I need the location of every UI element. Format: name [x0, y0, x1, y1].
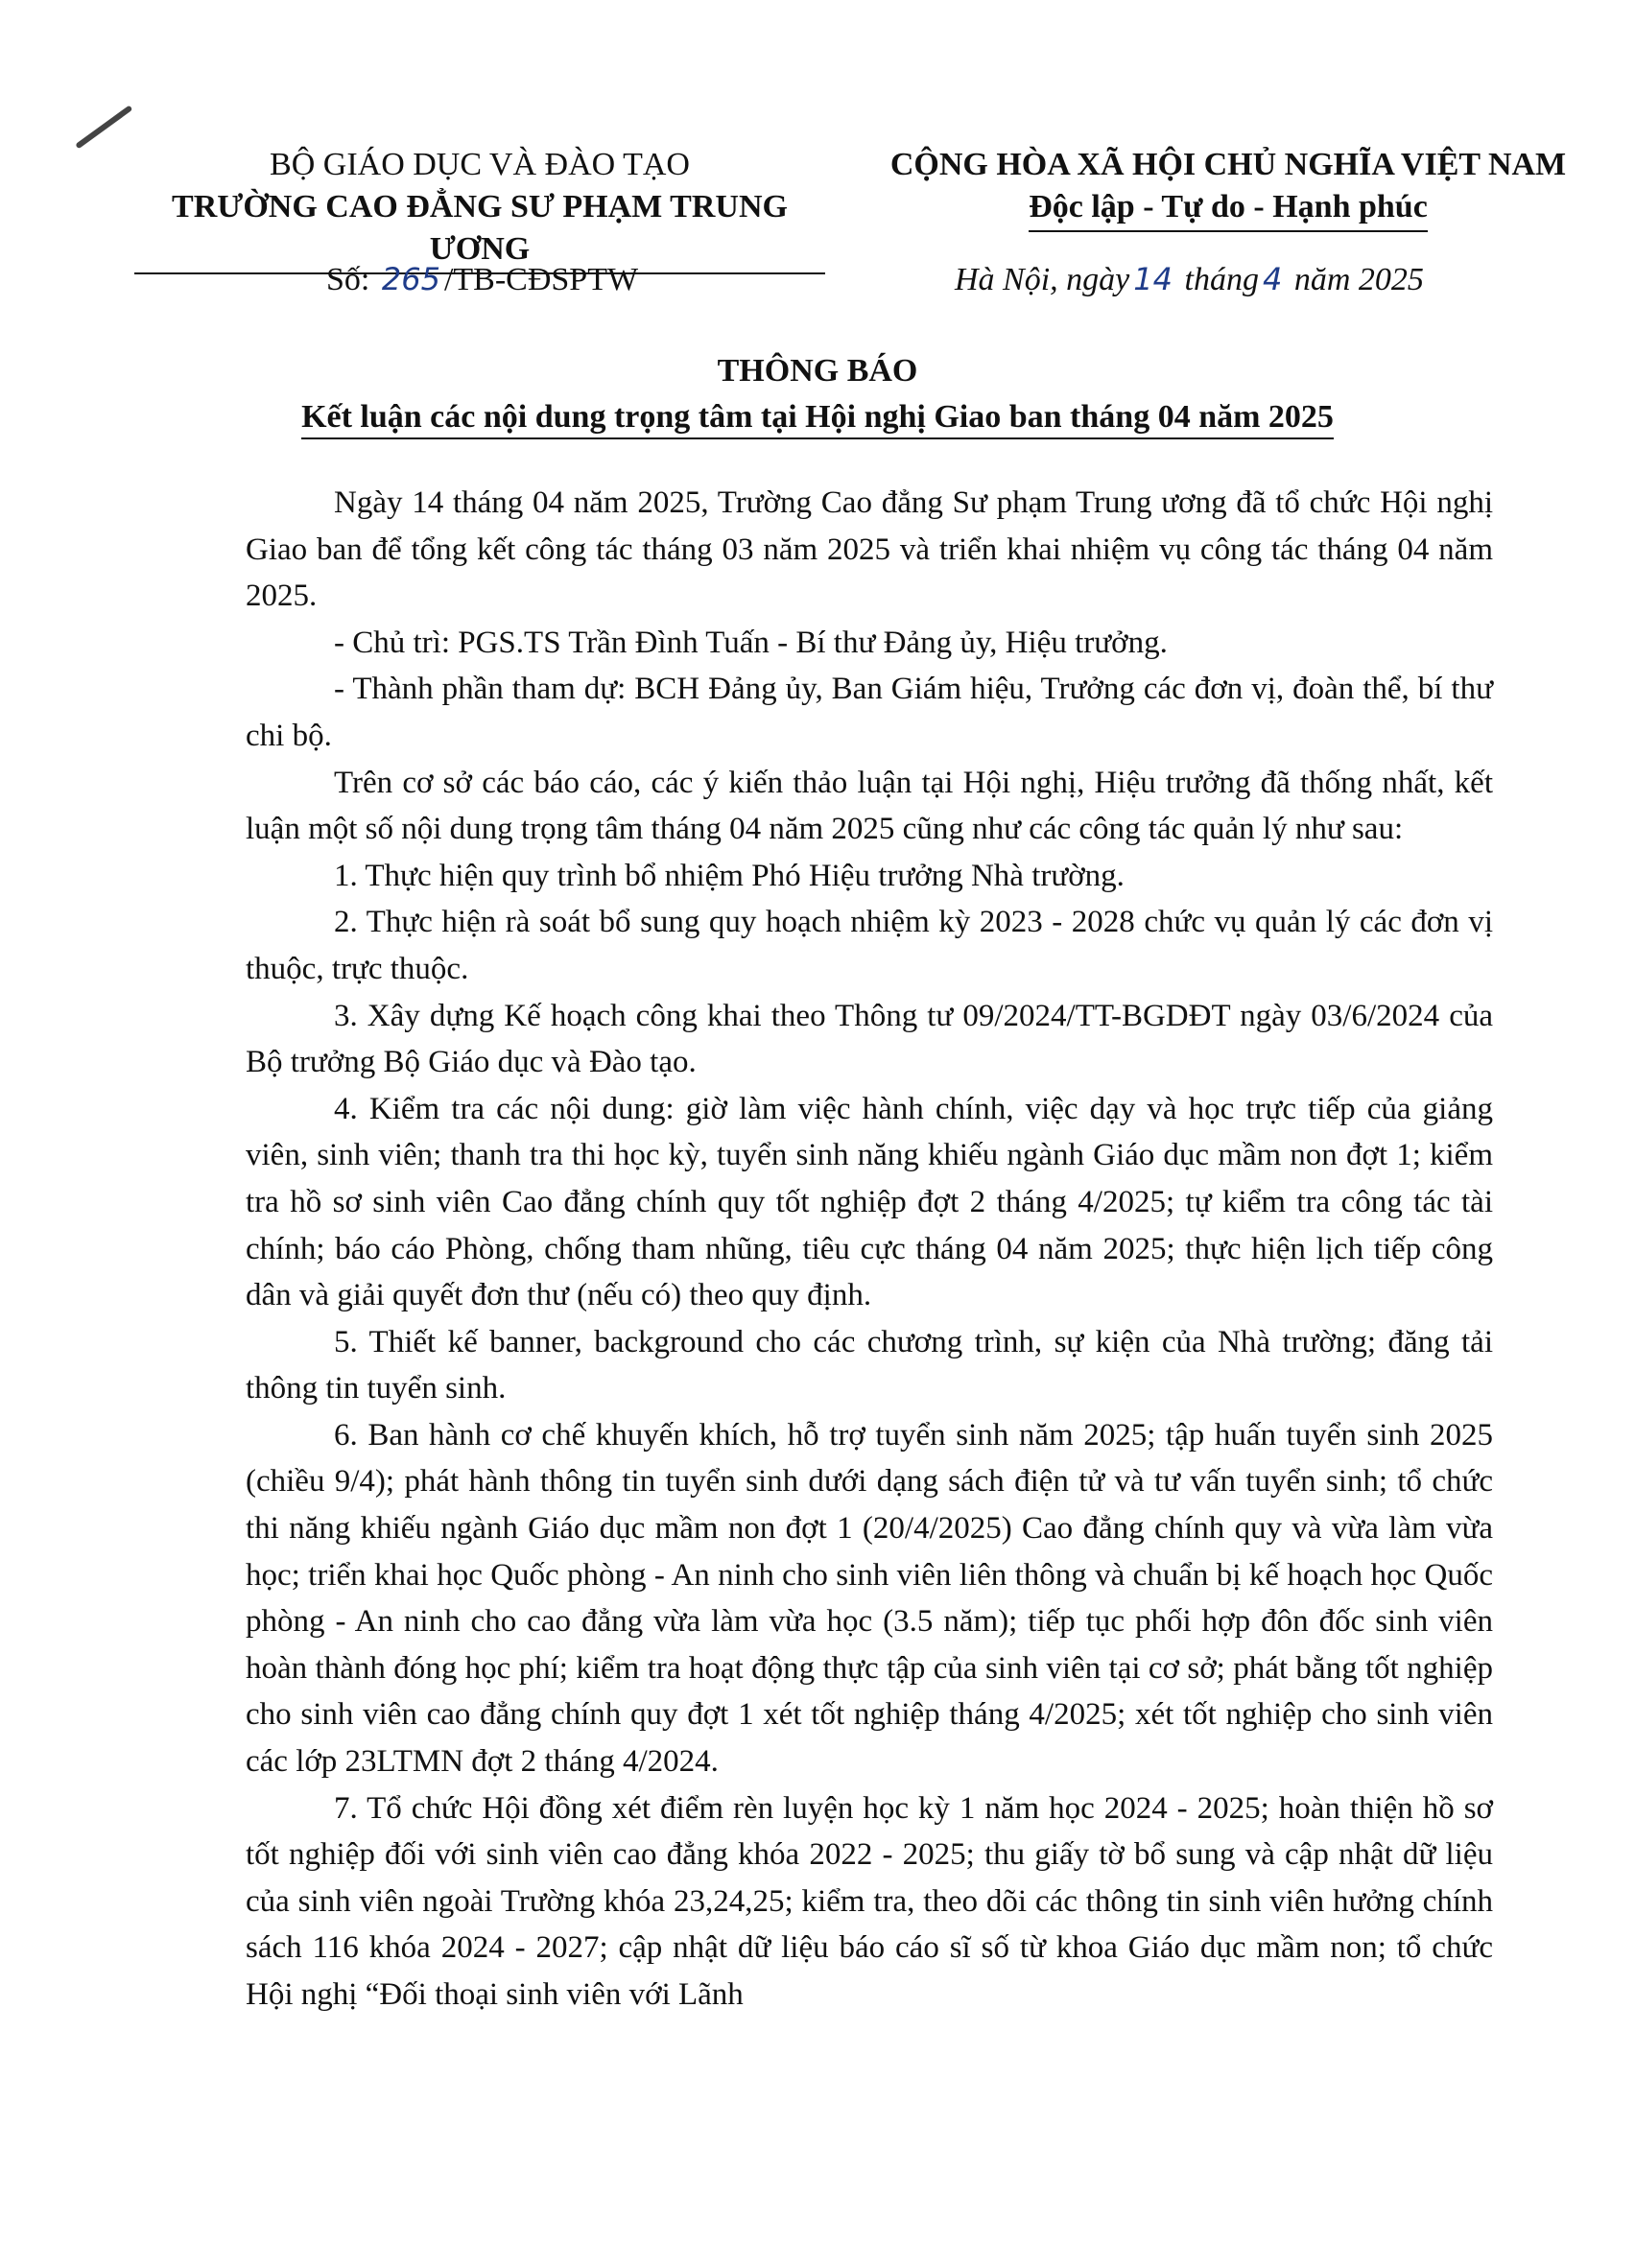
date-month-handwritten: 4 [1262, 261, 1283, 297]
paragraph: Trên cơ sở các báo cáo, các ý kiến thảo luận tại Hội nghị, Hiệu trưởng đã thống nhất, kết luận một số nội dung trọng tâm tháng 04 năm 2025 cũng như các công tác quản lý như sau: [246, 765, 1493, 847]
document-title: THÔNG BÁO [717, 353, 918, 389]
paragraph: 6. Ban hành cơ chế khuyến khích, hỗ trợ tuyển sinh năm 2025; tập huấn tuyển sinh 2025 (chiều 9/4); phát hành thông tin tuyển sinh dưới dạng sách điện tử và tư vấn tuyển sinh; tổ chức thi năng khiếu ngành Giáo dục mầm non đợt 1 (20/4/2025) Cao đẳng chính quy và vừa làm vừa học; triển khai học Quốc phòng - An ninh cho sinh viên liên thông và chuẩn bị kế hoạch học Quốc phòng - An ninh cho cao đẳng vừa làm vừa học (3.5 năm); tiếp tục phối hợp đôn đốc sinh viên hoàn thành đóng học phí; kiểm tra hoạt động thực tập của sinh viên tại cơ sở; phát bằng tốt nghiệp cho sinh viên cao đẳng chính quy đợt 1 xét tốt nghiệp tháng 4/2025; xét tốt nghiệp cho sinh viên các lớp 23LTMN đợt 2 tháng 4/2024. [246, 1417, 1493, 1780]
paragraph: - Chủ trì: PGS.TS Trần Đình Tuấn - Bí thư Đảng ủy, Hiệu trưởng. [334, 625, 1168, 660]
document-number-suffix: /TB-CĐSPTW [443, 262, 639, 297]
paragraph: 1. Thực hiện quy trình bổ nhiệm Phó Hiệu trưởng Nhà trường. [334, 858, 1125, 893]
paragraph: 5. Thiết kế banner, background cho các chương trình, sự kiện của Nhà trường; đăng tải thông tin tuyển sinh. [246, 1324, 1493, 1406]
date-place: Hà Nội, ngày [955, 262, 1130, 297]
paragraph: 3. Xây dựng Kế hoạch công khai theo Thông tư 09/2024/TT-BGDĐT ngày 03/6/2024 của Bộ trưởng Bộ Giáo dục và Đào tạo. [246, 998, 1493, 1080]
date-day-handwritten: 14 [1133, 261, 1173, 297]
school-name: TRƯỜNG CAO ĐẲNG SƯ PHẠM TRUNG ƯƠNG [134, 186, 825, 274]
document-subtitle-text: Kết luận các nội dung trọng tâm tại Hội nghị Giao ban tháng 04 năm 2025 [301, 399, 1334, 439]
paragraph: 7. Tổ chức Hội đồng xét điểm rèn luyện học kỳ 1 năm học 2024 - 2025; hoàn thiện hồ sơ tốt nghiệp đối với sinh viên cao đẳng khóa 2022 - 2025; thu giấy tờ bổ sung và cập nhật dữ liệu của sinh viên ngoài Trường khóa 23,24,25; kiểm tra, theo dõi các thông tin sinh viên hưởng chính sách 116 khóa 2024 - 2027; cập nhật dữ liệu báo cáo sĩ số từ khoa Giáo dục mầm non; tổ chức Hội nghị “Đối thoại sinh viên với Lãnh [246, 1790, 1493, 2012]
pen-stroke-mark [75, 105, 132, 149]
issue-date [955, 261, 1424, 298]
paragraph: 2. Thực hiện rà soát bổ sung quy hoạch nhiệm kỳ 2023 - 2028 chức vụ quản lý các đơn vị thuộc, trực thuộc. [246, 905, 1493, 986]
issuer-header [134, 144, 825, 274]
paragraph: Ngày 14 tháng 04 năm 2025, Trường Cao đẳng Sư phạm Trung ương đã tổ chức Hội nghị Giao ban để tổng kết công tác tháng 03 năm 2025 và triển khai nhiệm vụ công tác tháng 04 năm 2025. [246, 485, 1493, 614]
document-number-prefix: Số: [326, 262, 370, 297]
date-month-label: tháng [1184, 262, 1259, 297]
paragraph: - Thành phần tham dự: BCH Đảng ủy, Ban Giám hiệu, Trưởng các đơn vị, đoàn thể, bí thư chi bộ. [246, 672, 1493, 753]
document-number [326, 261, 638, 298]
national-motto: Độc lập - Tự do - Hạnh phúc [1029, 186, 1428, 232]
ministry-name: BỘ GIÁO DỤC VÀ ĐÀO TẠO [270, 147, 690, 182]
document-body [246, 480, 1493, 2019]
national-header [864, 144, 1593, 232]
paragraph: 4. Kiểm tra các nội dung: giờ làm việc hành chính, việc dạy và học trực tiếp của giảng viên, sinh viên; thanh tra thi học kỳ, tuyển sinh năng khiếu ngành Giáo dục mầm non đợt 1; kiểm tra hồ sơ sinh viên Cao đẳng chính quy tốt nghiệp đợt 2 tháng 4/2025; tự kiểm tra công tác tài chính; báo cáo Phòng, chống tham nhũng, tiêu cực tháng 04 năm 2025; thực hiện lịch tiếp công dân và giải quyết đơn thư (nếu có) theo quy định. [246, 1091, 1493, 1313]
document-subtitle [0, 399, 1635, 439]
country-name: CỘNG HÒA XÃ HỘI CHỦ NGHĨA VIỆT NAM [889, 147, 1567, 182]
document-number-handwritten: 265 [381, 261, 440, 297]
date-year: năm 2025 [1293, 262, 1424, 297]
